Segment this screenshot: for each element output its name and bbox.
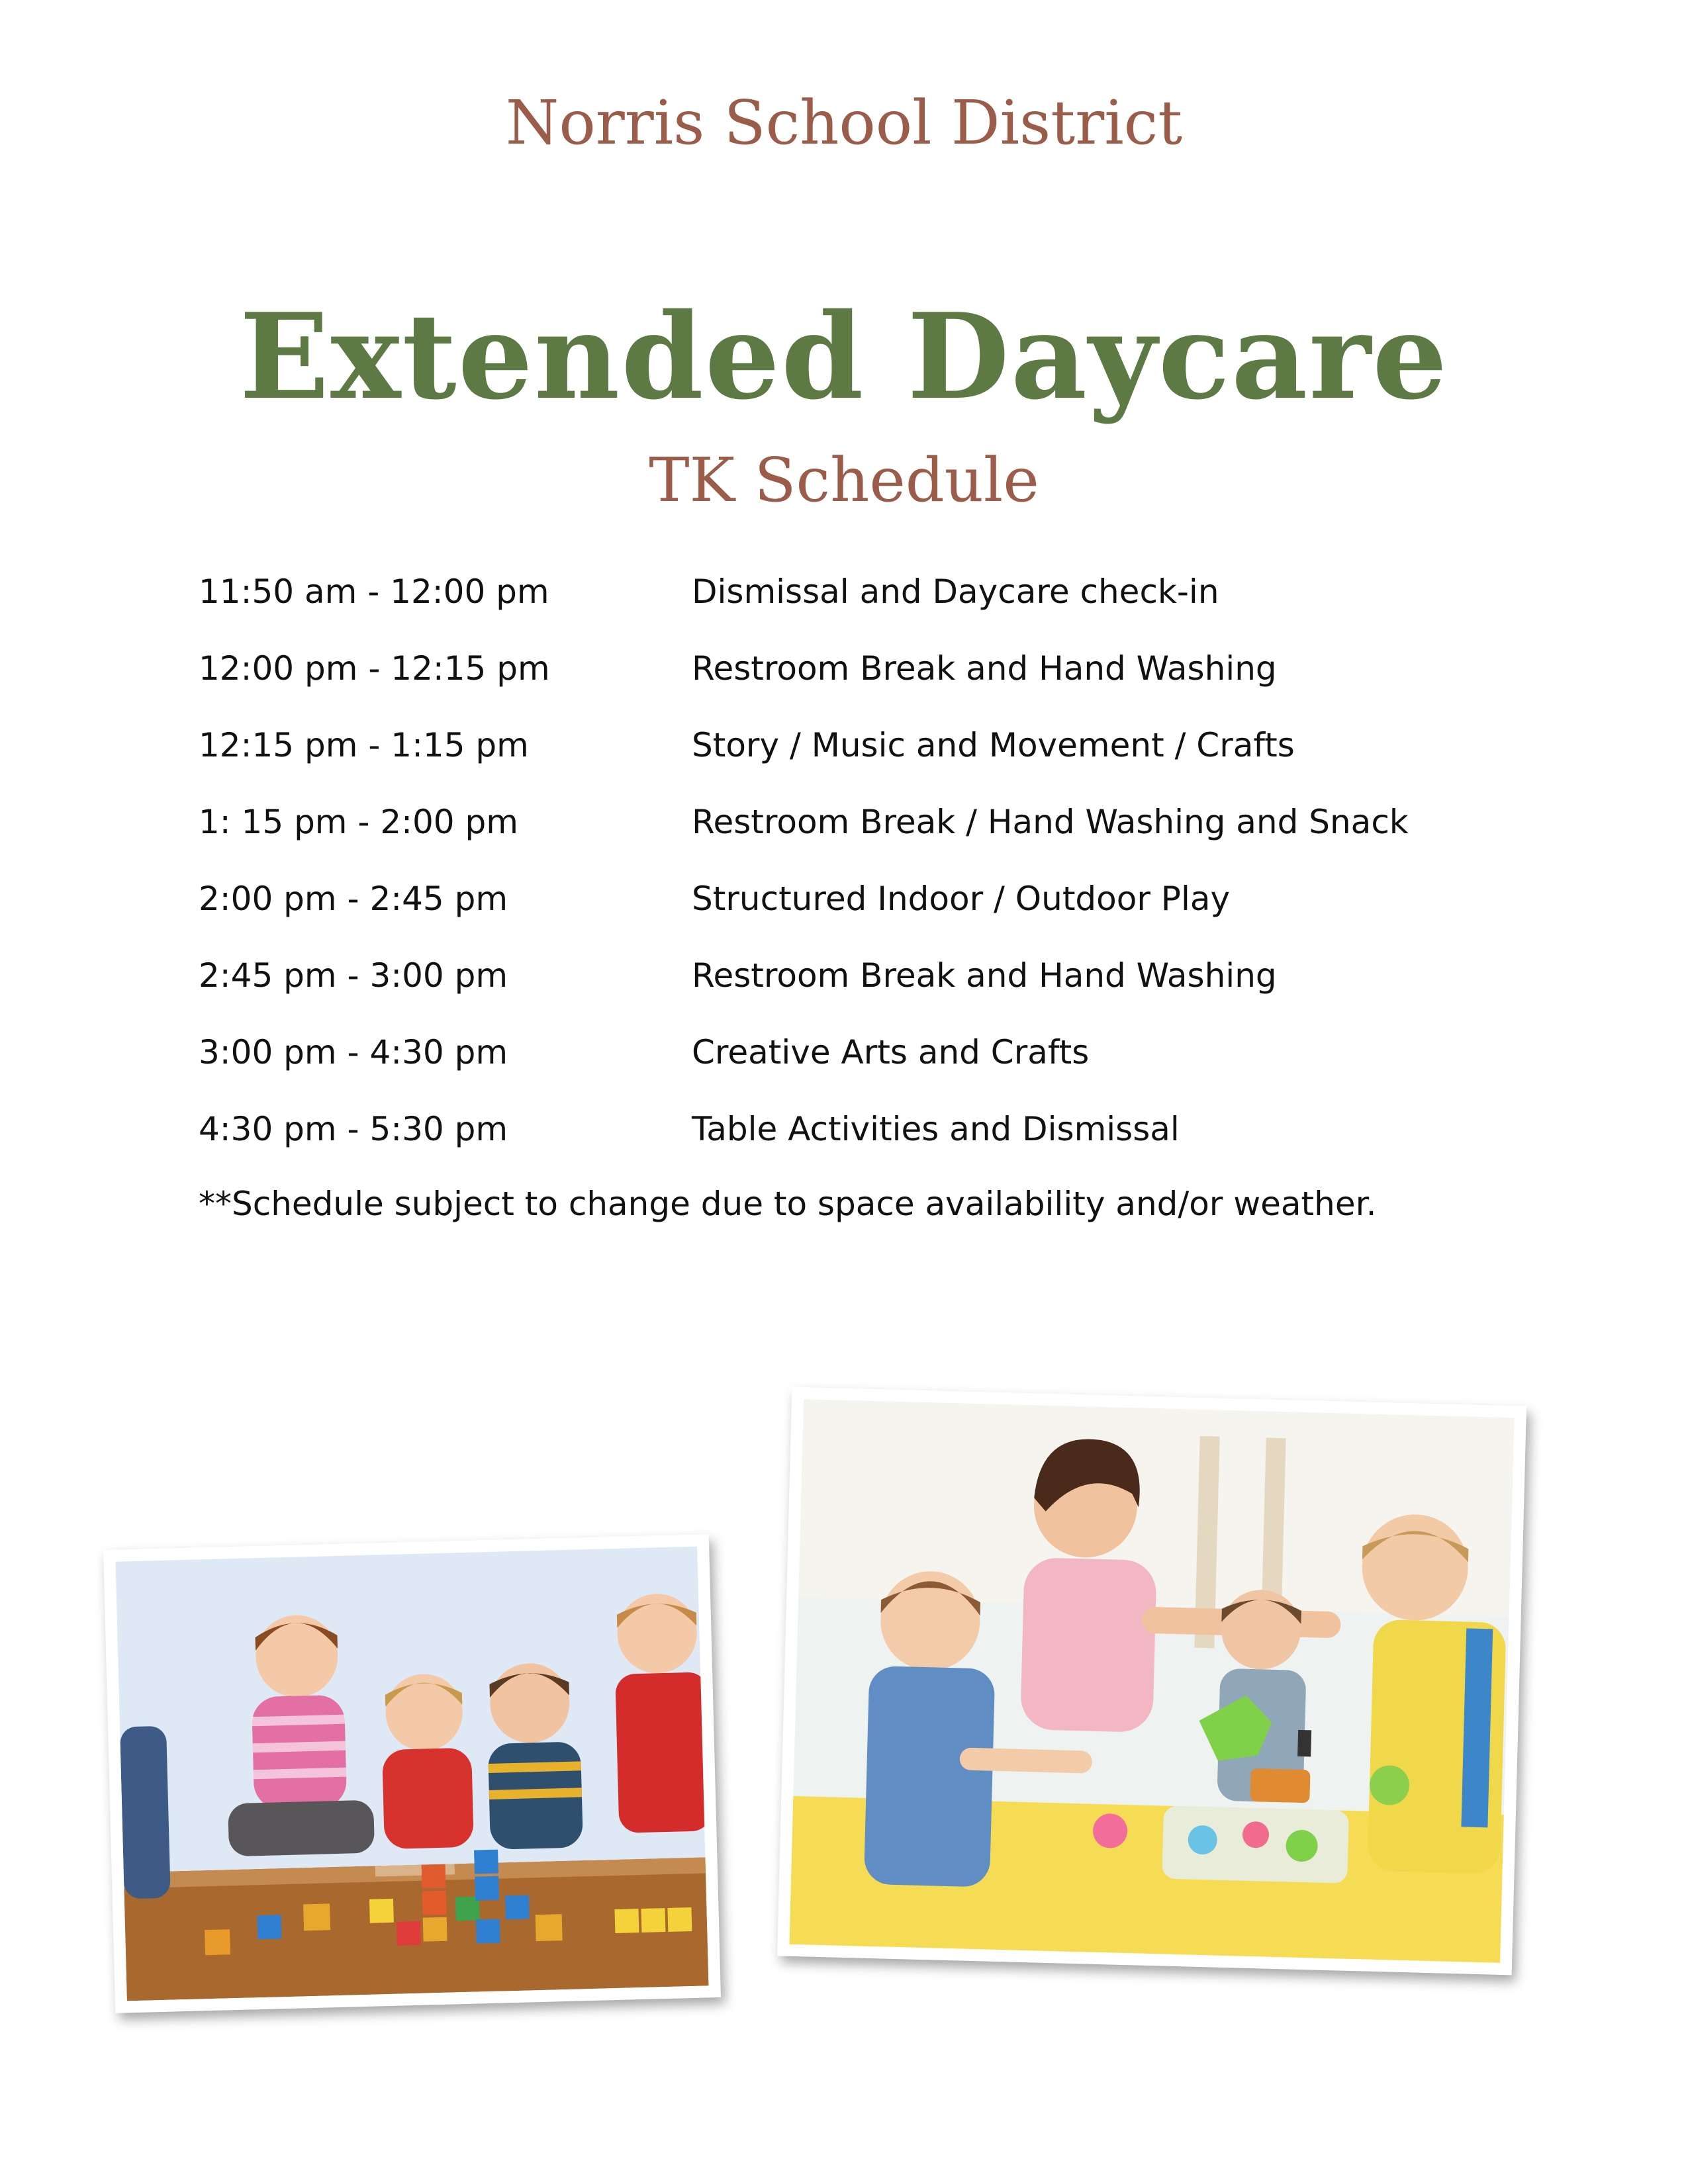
schedule-activity: Story / Music and Movement / Crafts bbox=[692, 726, 1295, 764]
schedule-activity: Restroom Break and Hand Washing bbox=[692, 956, 1277, 995]
schedule-activity: Restroom Break and Hand Washing bbox=[692, 649, 1277, 688]
schedule-time: 2:00 pm - 2:45 pm bbox=[199, 880, 508, 918]
page-title: Extended Daycare bbox=[239, 287, 1449, 426]
schedule-activity: Restroom Break / Hand Washing and Snack bbox=[692, 803, 1409, 841]
schedule-row bbox=[199, 956, 1523, 1033]
schedule-row bbox=[199, 649, 1523, 726]
children-blocks-illustration bbox=[115, 1547, 708, 2001]
page-subtitle: TK Schedule bbox=[649, 445, 1039, 516]
teacher-crafts-illustration bbox=[789, 1399, 1514, 1963]
schedule-row bbox=[199, 726, 1523, 803]
schedule-note: **Schedule subject to change due to space availability and/or weather. bbox=[199, 1185, 1377, 1223]
schedule-activity: Structured Indoor / Outdoor Play bbox=[692, 880, 1231, 918]
schedule-row bbox=[199, 803, 1523, 880]
schedule-activity: Table Activities and Dismissal bbox=[692, 1110, 1180, 1148]
schedule-time: 1: 15 pm - 2:00 pm bbox=[199, 803, 518, 841]
children-blocks-photo bbox=[103, 1534, 721, 2013]
schedule-row bbox=[199, 1033, 1523, 1110]
schedule-time: 11:50 am - 12:00 pm bbox=[199, 572, 549, 611]
schedule-time: 12:00 pm - 12:15 pm bbox=[199, 649, 550, 688]
schedule-time: 4:30 pm - 5:30 pm bbox=[199, 1110, 508, 1148]
teacher-crafts-photo bbox=[777, 1387, 1526, 1976]
schedule-time: 2:45 pm - 3:00 pm bbox=[199, 956, 508, 995]
schedule-table bbox=[199, 572, 1523, 1187]
schedule-activity: Creative Arts and Crafts bbox=[692, 1033, 1090, 1071]
schedule-row bbox=[199, 1110, 1523, 1187]
schedule-activity: Dismissal and Daycare check-in bbox=[692, 572, 1219, 611]
schedule-row bbox=[199, 880, 1523, 956]
schedule-time: 12:15 pm - 1:15 pm bbox=[199, 726, 529, 764]
schedule-time: 3:00 pm - 4:30 pm bbox=[199, 1033, 508, 1071]
district-name: Norris School District bbox=[505, 87, 1183, 158]
schedule-row bbox=[199, 572, 1523, 649]
